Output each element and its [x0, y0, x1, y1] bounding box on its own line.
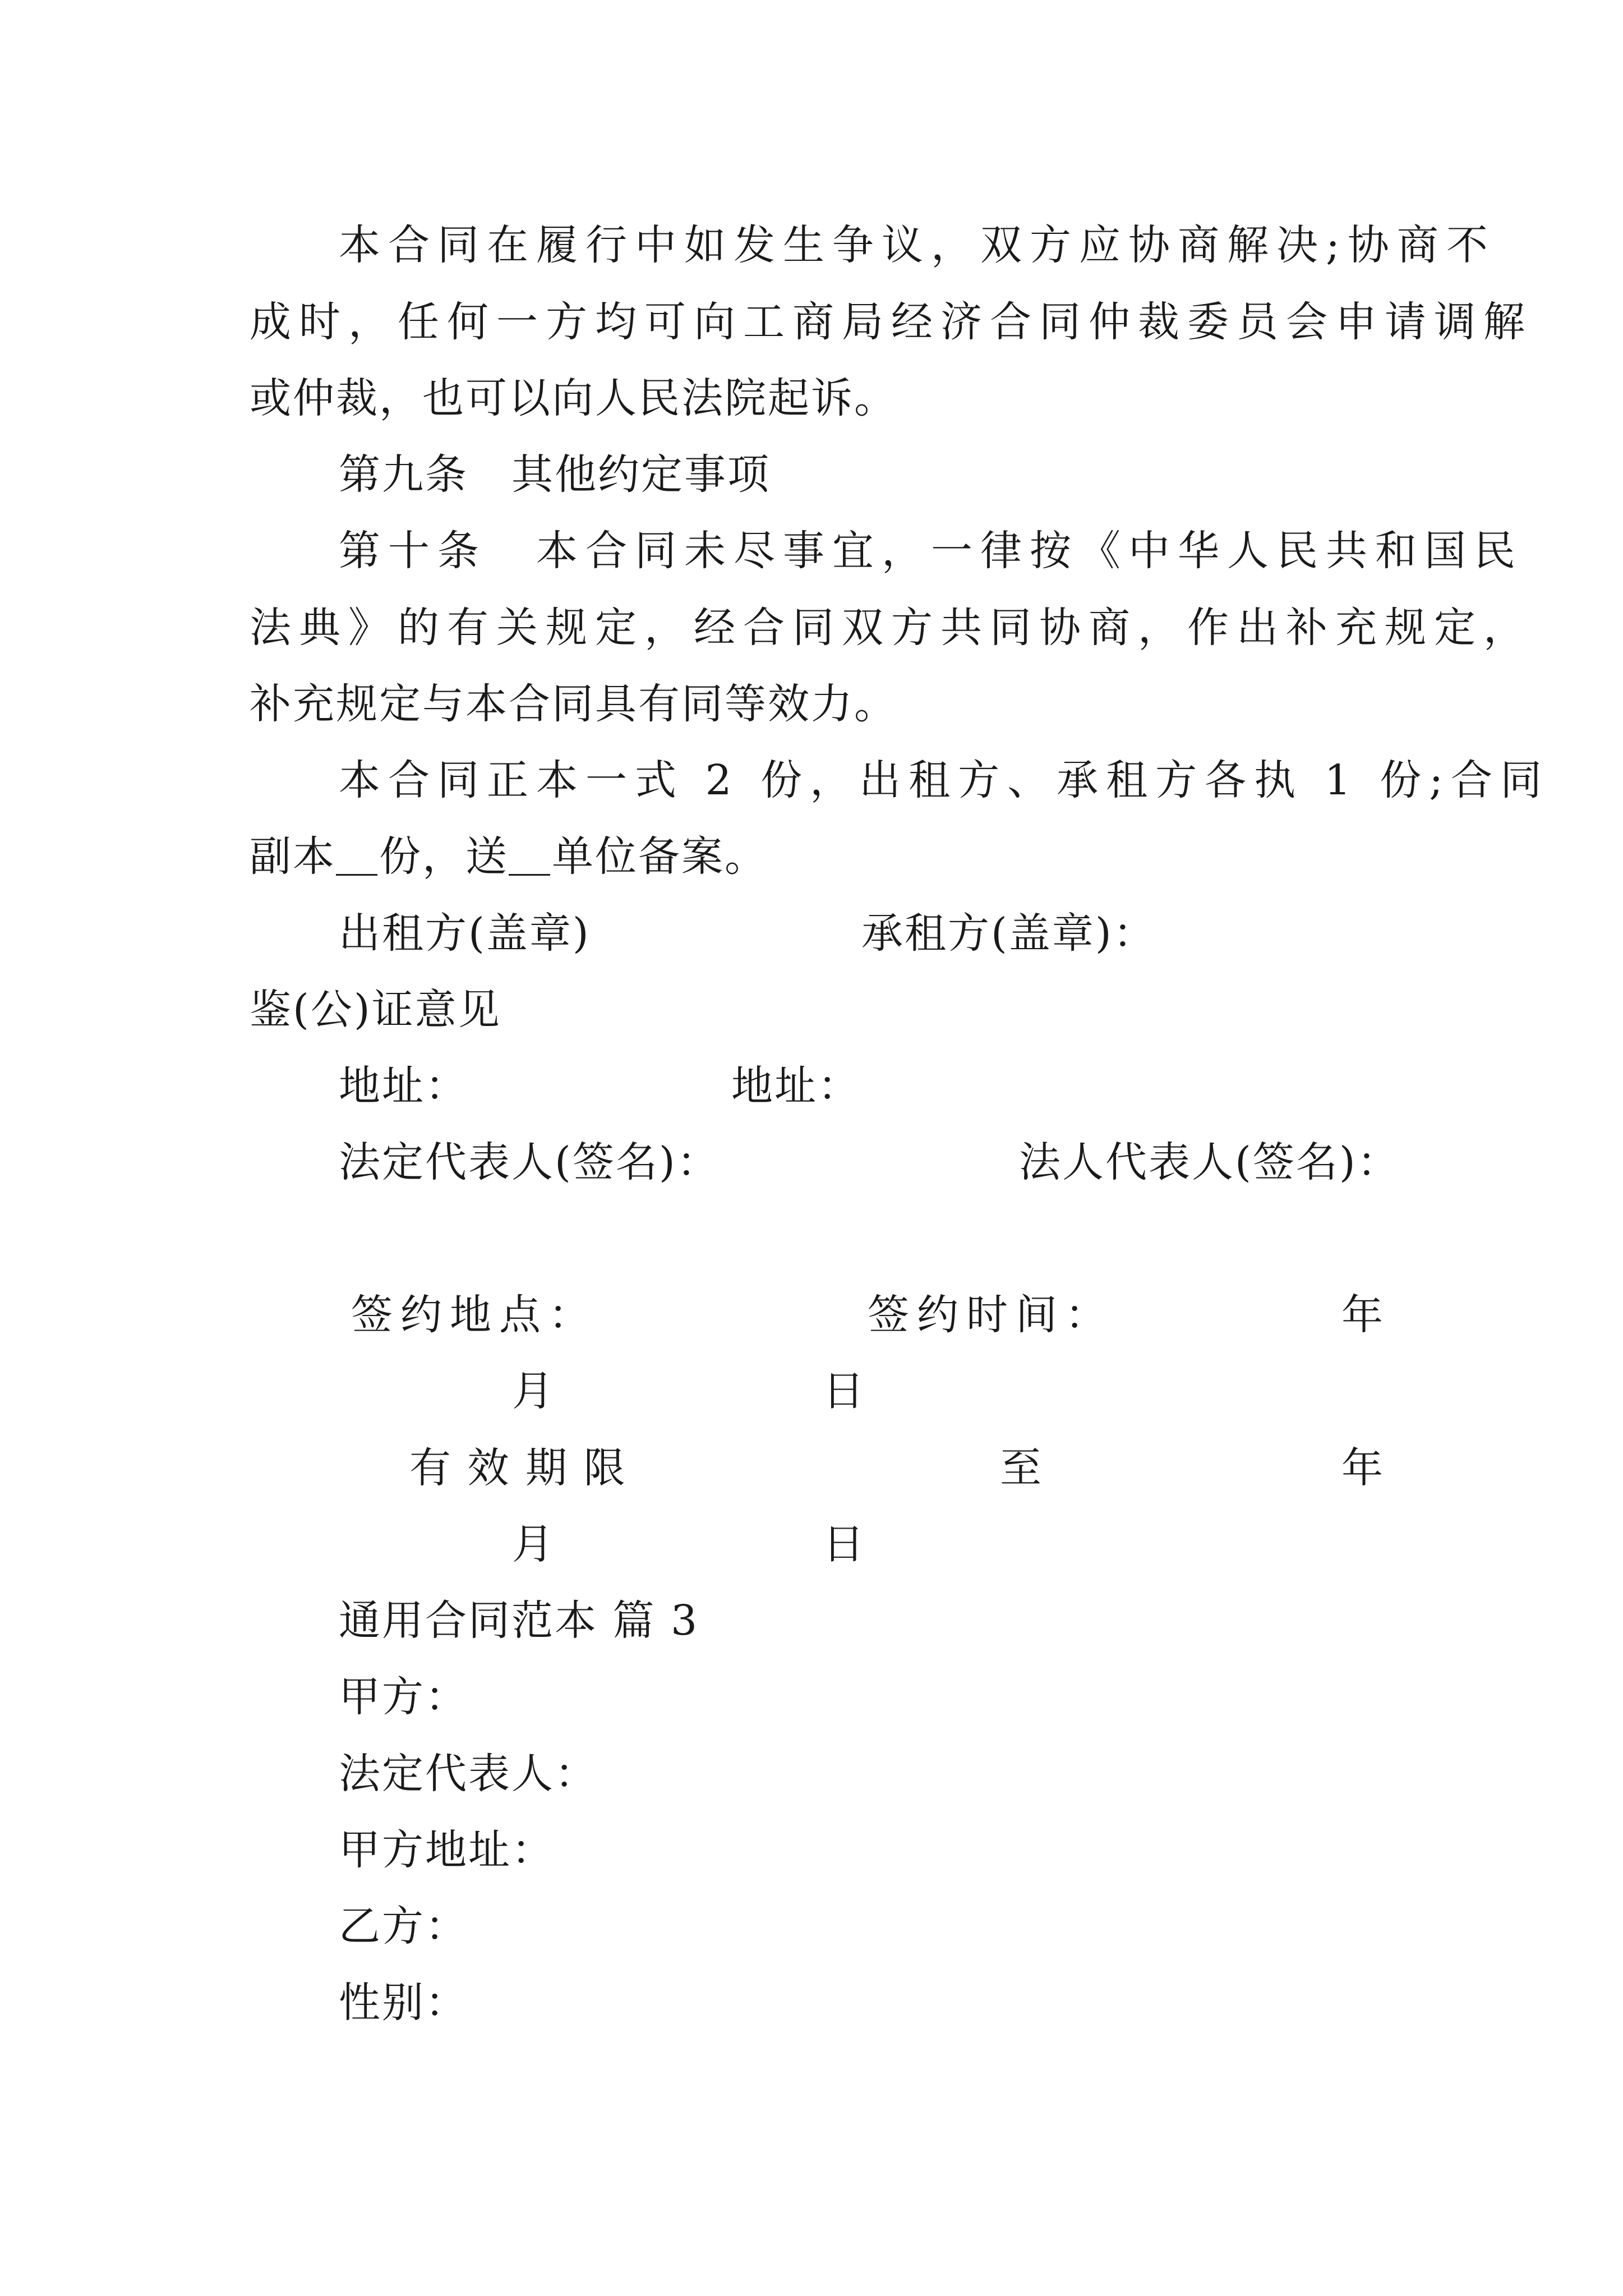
article-10-line-2: 法典》的有关规定，经合同双方共同协商，作出补充规定，	[250, 604, 1533, 652]
copies-line-2: 副本＿份，送＿单位备案。	[250, 832, 768, 881]
article-9-heading: 第九条 其他约定事项	[339, 450, 771, 499]
lessor-seal-label: 出租方(盖章)	[339, 909, 591, 958]
address-left-label: 地址：	[339, 1062, 468, 1110]
legal-rep-right-label: 法人代表人(签名)：	[1019, 1138, 1400, 1186]
lessee-seal-label: 承租方(盖章)：	[861, 909, 1156, 958]
copies-line-1: 本合同正本一式 2 份，出租方、承租方各执 1 份;合同	[339, 756, 1550, 804]
party-a-label: 甲方：	[339, 1673, 468, 1721]
signing-day-label: 日	[823, 1367, 866, 1415]
legal-rep-label: 法定代表人：	[339, 1750, 598, 1798]
address-right-label: 地址：	[731, 1062, 861, 1110]
validity-day-label: 日	[823, 1520, 866, 1568]
validity-to-label: 至	[1000, 1444, 1043, 1492]
paragraph-dispute-line-3: 或仲裁，也可以向人民法院起诉。	[250, 374, 897, 422]
article-10-line-3: 补充规定与本合同具有同等效力。	[250, 680, 897, 728]
notary-opinion-label: 鉴(公)证意见	[250, 986, 501, 1034]
article-10-line-1: 第十条 本合同未尽事宜，一律按《中华人民共和国民	[339, 527, 1523, 575]
paragraph-dispute-line-2: 成时，任何一方均可向工商局经济合同仲裁委员会申请调解	[250, 298, 1533, 346]
signing-time-label: 签约时间：	[868, 1291, 1114, 1339]
validity-month-label: 月	[512, 1520, 555, 1568]
paragraph-dispute-line-1: 本合同在履行中如发生争议，双方应协商解决;协商不	[339, 221, 1496, 269]
template-3-title: 通用合同范本 篇 3	[339, 1596, 699, 1645]
party-a-address-label: 甲方地址：	[339, 1826, 555, 1874]
signing-month-label: 月	[512, 1367, 555, 1415]
validity-year-label: 年	[1341, 1444, 1385, 1492]
validity-period-label: 有 效 期 限	[409, 1444, 627, 1492]
signing-year-label: 年	[1341, 1291, 1385, 1339]
signing-place-label: 签约地点：	[351, 1291, 598, 1339]
gender-label: 性别：	[339, 1978, 468, 2027]
legal-rep-left-label: 法定代表人(签名)：	[339, 1138, 720, 1186]
party-b-label: 乙方：	[339, 1902, 468, 1950]
